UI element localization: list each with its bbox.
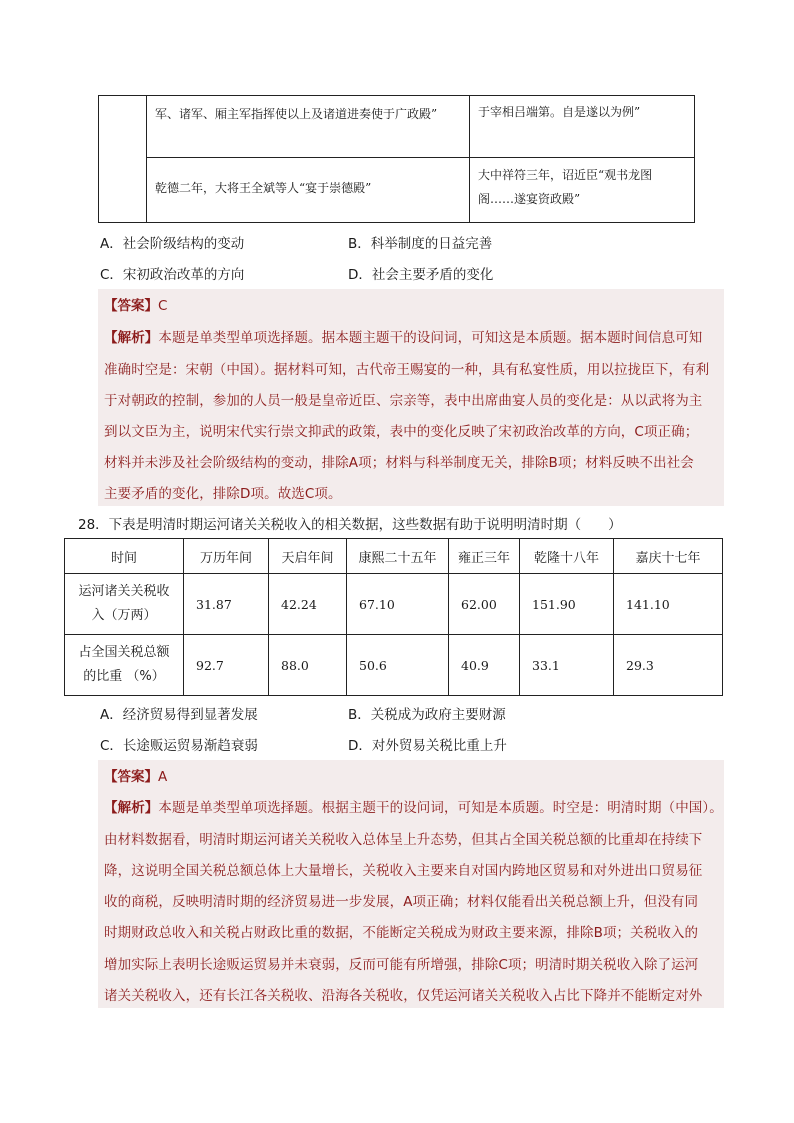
table-cell: 141.10 [614, 574, 723, 635]
option-a: A．社会阶级结构的变动 [100, 236, 245, 252]
header-cell: 时间 [65, 539, 184, 574]
canal-tariff-table [64, 538, 723, 696]
answer-value: C [158, 298, 168, 314]
row-label-line: 入（万两） [91, 608, 157, 623]
table-cell: 乾德二年，大将王全斌等人“宴于崇德殿” [155, 181, 372, 195]
table-cell: 40.9 [449, 635, 520, 696]
table-cell: 151.90 [520, 574, 614, 635]
table-cell: 军、诸军、厢主军指挥使以上及诸道进奏使于广政殿” [155, 107, 438, 121]
row-label-line: 运河诸关关税收 [78, 584, 170, 599]
row-label-line: 占全国关税总额 [78, 645, 170, 660]
table-cell: 62.00 [449, 574, 520, 635]
header-cell: 康熙二十五年 [347, 539, 449, 574]
song-banquet-table [98, 95, 695, 223]
table-cell: 42.24 [269, 574, 347, 635]
analysis-line: 收的商税，反映明清时期的经济贸易进一步发展，A项正确；材料仅能看出关税总额上升，但没有同 [104, 894, 699, 910]
header-cell: 嘉庆十七年 [614, 539, 723, 574]
option-c: C．宋初政治改革的方向 [100, 267, 245, 283]
table-header-row [65, 539, 723, 574]
analysis-label: 【解析】 [104, 330, 159, 346]
option-d: D．对外贸易关税比重上升 [348, 738, 507, 754]
question-28-title: 28．下表是明清时期运河诸关关税收入的相关数据，这些数据有助于说明明清时期（ ） [78, 517, 622, 533]
answer-label: 【答案】 [104, 769, 158, 785]
answer-line [104, 294, 167, 314]
table-empty-column [99, 96, 147, 222]
analysis-line: 降，这说明全国关税总额总体上大量增长，关税收入主要来自对国内跨地区贸易和对外进出口贸易征 [104, 863, 703, 879]
analysis-line: 时期财政总收入和关税占财政比重的数据，不能断定关税成为财政主要来源，排除B项；关税收入的 [104, 925, 699, 941]
table-cell: 于宰相吕端第。自是遂以为例” [478, 105, 641, 119]
header-cell: 雍正三年 [449, 539, 520, 574]
option-b: B．关税成为政府主要财源 [348, 707, 506, 723]
table-row [65, 574, 723, 635]
option-a: A．经济贸易得到显著发展 [100, 707, 258, 723]
analysis-text: 本题是单类型单项选择题。据本题主题干的设问词，可知这是本质题。据本题时间信息可知 [158, 330, 703, 346]
table-cell: 67.10 [347, 574, 449, 635]
table-cell: 29.3 [614, 635, 723, 696]
analysis-line: 主要矛盾的变化，排除D项。故选C项。 [104, 486, 342, 502]
header-cell: 乾隆十八年 [520, 539, 614, 574]
table-cell: 92.7 [184, 635, 269, 696]
answer-line [104, 765, 167, 785]
table-cell: 大中祥符三年，诏近臣“观书龙图阁……遂宴资政殿” [478, 168, 653, 206]
analysis-line: 增加实际上表明长途贩运贸易并未衰弱，反而可能有所增强，排除C项；明清时期关税收入除了运河 [104, 957, 699, 973]
analysis-line: 到以文臣为主，说明宋代实行崇文抑武的政策，表中的变化反映了宋初政治改革的方向，C项正确； [104, 424, 699, 440]
row-label [65, 574, 184, 635]
analysis-line: 准确时空是：宋朝（中国）。据材料可知，古代帝王赐宴的一种，具有私宴性质，用以拉拢臣下，有利 [104, 362, 710, 378]
analysis-label: 【解析】 [104, 800, 159, 816]
option-c: C．长途贩运贸易渐趋衰弱 [100, 738, 258, 754]
table-cell: 50.6 [347, 635, 449, 696]
analysis-line: 材料并未涉及社会阶级结构的变动，排除A项；材料与科举制度无关，排除B项；材料反映不出社会 [104, 455, 694, 471]
row-label-line: 的比重 （%） [83, 669, 165, 684]
option-b: B．科举制度的日益完善 [348, 236, 493, 252]
option-d: D．社会主要矛盾的变化 [348, 267, 494, 283]
analysis-line [104, 326, 722, 346]
analysis-line [104, 796, 722, 816]
analysis-line: 于对朝政的控制，参加的人员一般是皇帝近臣、宗亲等，表中出席曲宴人员的变化是：从以武将为主 [104, 393, 703, 409]
table-cell: 31.87 [184, 574, 269, 635]
answer-label: 【答案】 [104, 298, 158, 314]
table-row [65, 635, 723, 696]
header-cell: 万历年间 [184, 539, 269, 574]
analysis-line: 由材料数据看，明清时期运河诸关关税收入总体呈上升态势，但其占全国关税总额的比重却在持续下 [104, 832, 703, 848]
analysis-text: 本题是单类型单项选择题。根据主题干的设问词，可知是本质题。时空是：明清时期（中国）。 [158, 800, 723, 816]
analysis-line: 诸关关税收入，还有长江各关税收、沿海各关税收，仅凭运河诸关关税收入占比下降并不能断定对外 [104, 988, 703, 1004]
header-cell: 天启年间 [269, 539, 347, 574]
row-label [65, 635, 184, 696]
table-cell: 33.1 [520, 635, 614, 696]
table-cell: 88.0 [269, 635, 347, 696]
answer-value: A [158, 769, 168, 785]
